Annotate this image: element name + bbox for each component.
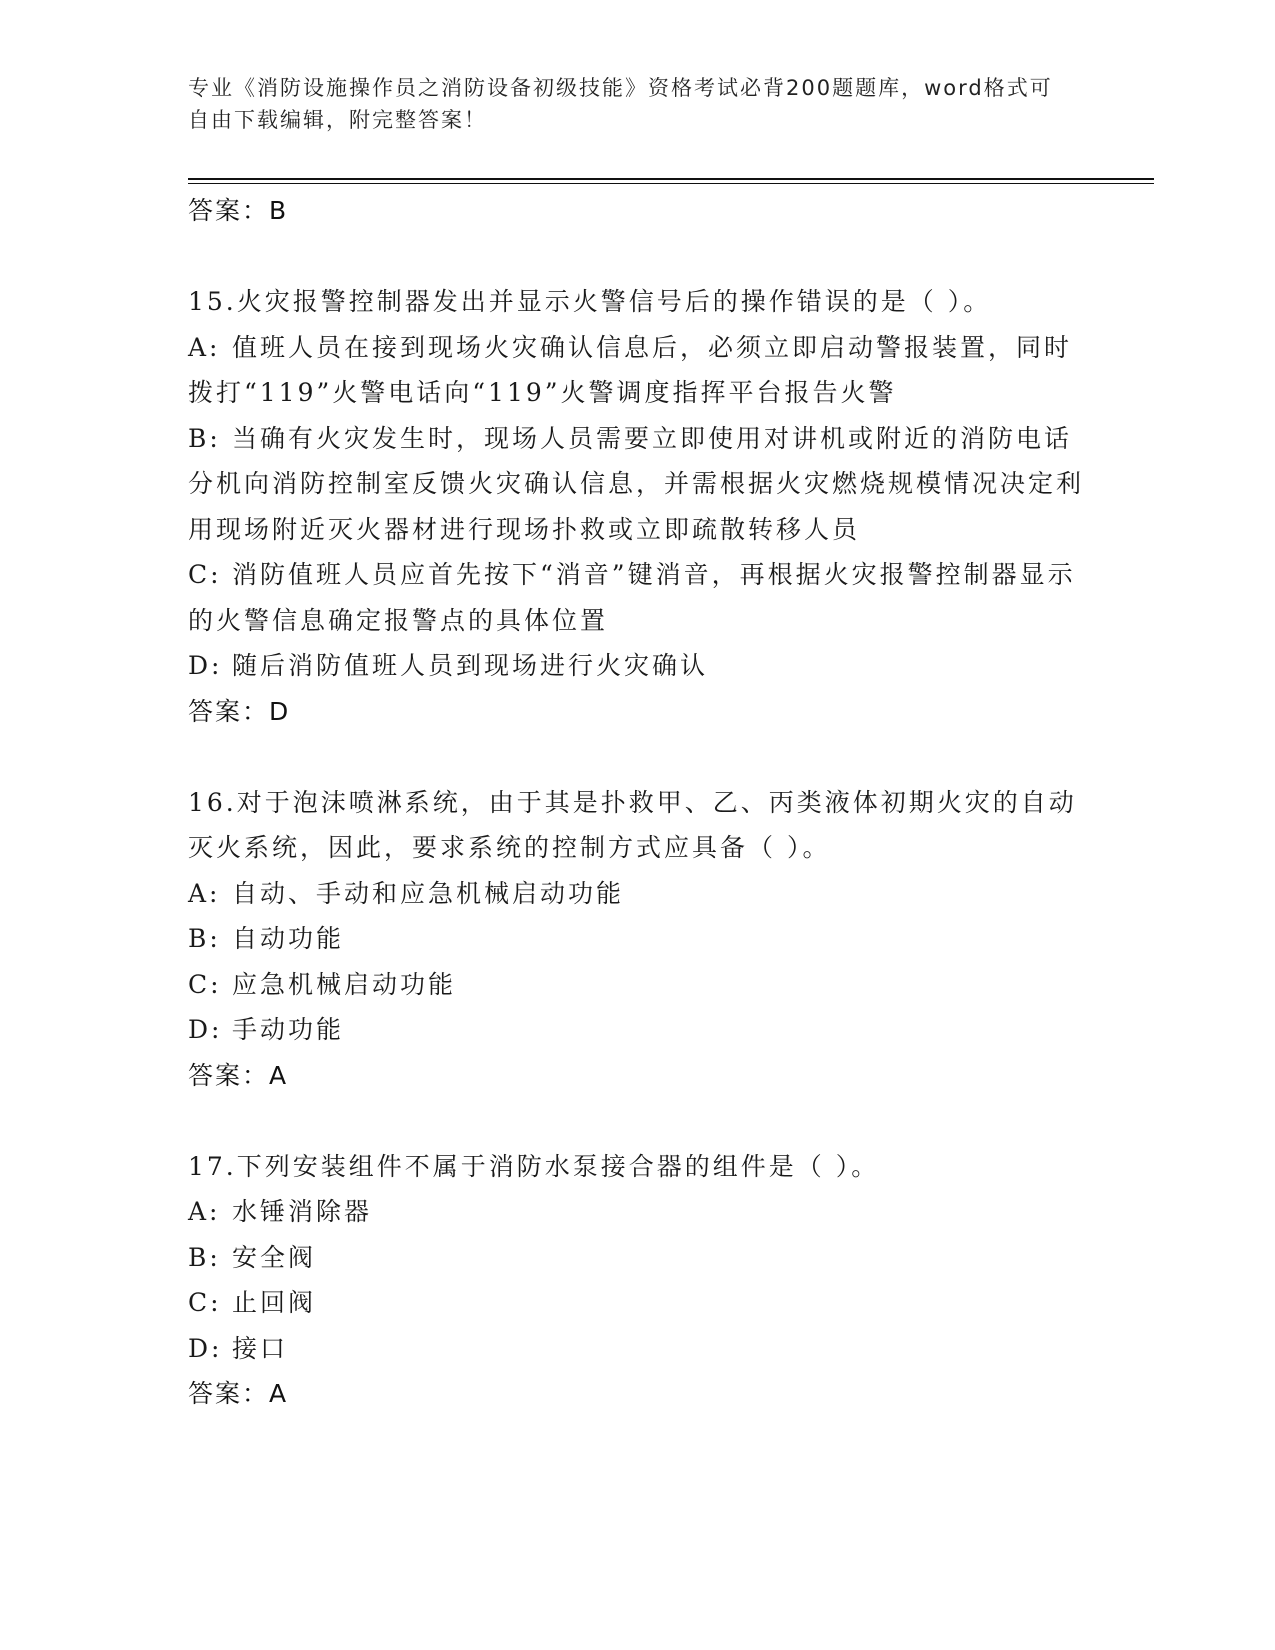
- option-text: 水锤消除器: [232, 1197, 373, 1226]
- option-text: 自动、手动和应急机械启动功能: [232, 878, 625, 908]
- question-stem: 16.对于泡沫喷淋系统，由于其是扑救甲、乙、丙类液体初期火灾的自动灭火系统，因此，要求系统的控制方式应具备（ ）。: [188, 787, 1077, 862]
- document-body: [188, 188, 1088, 1416]
- option-b: [188, 416, 1088, 553]
- spacer: [188, 734, 1088, 780]
- question-block: [188, 279, 1088, 734]
- option-letter: D:: [188, 1015, 223, 1044]
- question-stem: 15.火灾报警控制器发出并显示火警信号后的操作错误的是（ ）。: [188, 287, 992, 316]
- option-text: 手动功能: [232, 1015, 345, 1044]
- option-text: 自动功能: [232, 924, 345, 953]
- option-text: 安全阀: [232, 1242, 317, 1272]
- option-letter: A:: [188, 1197, 221, 1226]
- option-b: [188, 1235, 1088, 1281]
- option-letter: B:: [188, 423, 221, 453]
- option-letter: D:: [188, 651, 223, 680]
- answer-line: 答案：A: [188, 1060, 289, 1090]
- option-text: 值班人员在接到现场火灾确认信息后，必须立即启动警报装置，同时拨打“119”火警电话向“119”火警调度指挥平台报告火警: [188, 332, 1073, 407]
- option-c: [188, 552, 1088, 643]
- option-letter: B:: [188, 924, 221, 953]
- option-d: [188, 1326, 1088, 1372]
- option-a: [188, 1189, 1088, 1235]
- document-header: 专业《消防设施操作员之消防设备初级技能》资格考试必背200题题库，word格式可自由下载编辑，附完整答案！: [188, 76, 1053, 132]
- answer-line: 答案：D: [188, 696, 291, 726]
- question-block: [188, 1144, 1088, 1417]
- option-a: [188, 871, 1088, 917]
- question-stem: 17.下列安装组件不属于消防水泵接合器的组件是（ ）。: [188, 1151, 880, 1181]
- option-text: 止回阀: [232, 1288, 317, 1317]
- spacer: [188, 233, 1088, 279]
- option-a: [188, 325, 1088, 416]
- spacer: [188, 1098, 1088, 1144]
- option-letter: D:: [188, 1333, 223, 1363]
- option-letter: C:: [188, 1288, 222, 1317]
- option-text: 消防值班人员应首先按下“消音”键消音，再根据火灾报警控制器显示的火警信息确定报警点的具体位置: [188, 560, 1076, 635]
- answer-line: 答案：A: [188, 1379, 289, 1408]
- option-letter: A:: [188, 332, 221, 362]
- header-rule-thin: [188, 183, 1154, 184]
- option-d: [188, 1007, 1088, 1053]
- option-letter: C:: [188, 560, 222, 589]
- option-d: [188, 643, 1088, 689]
- question-block: [188, 780, 1088, 1098]
- option-text: 随后消防值班人员到现场进行火灾确认: [232, 651, 709, 680]
- option-letter: B:: [188, 1242, 221, 1272]
- option-text: 接口: [232, 1333, 289, 1363]
- answer-line: 答案：B: [188, 196, 289, 225]
- header-rule: [188, 178, 1154, 180]
- option-letter: A:: [188, 878, 221, 908]
- option-text: 当确有火灾发生时，现场人员需要立即使用对讲机或附近的消防电话分机向消防控制室反馈火灾确认信息，并需根据火灾燃烧规模情况决定利用现场附近灭火器材进行现场扑救或立即疏散转移人员: [188, 423, 1085, 544]
- option-c: [188, 962, 1088, 1008]
- option-b: [188, 916, 1088, 962]
- option-text: 应急机械启动功能: [232, 969, 457, 999]
- option-c: [188, 1280, 1088, 1326]
- option-letter: C:: [188, 969, 222, 999]
